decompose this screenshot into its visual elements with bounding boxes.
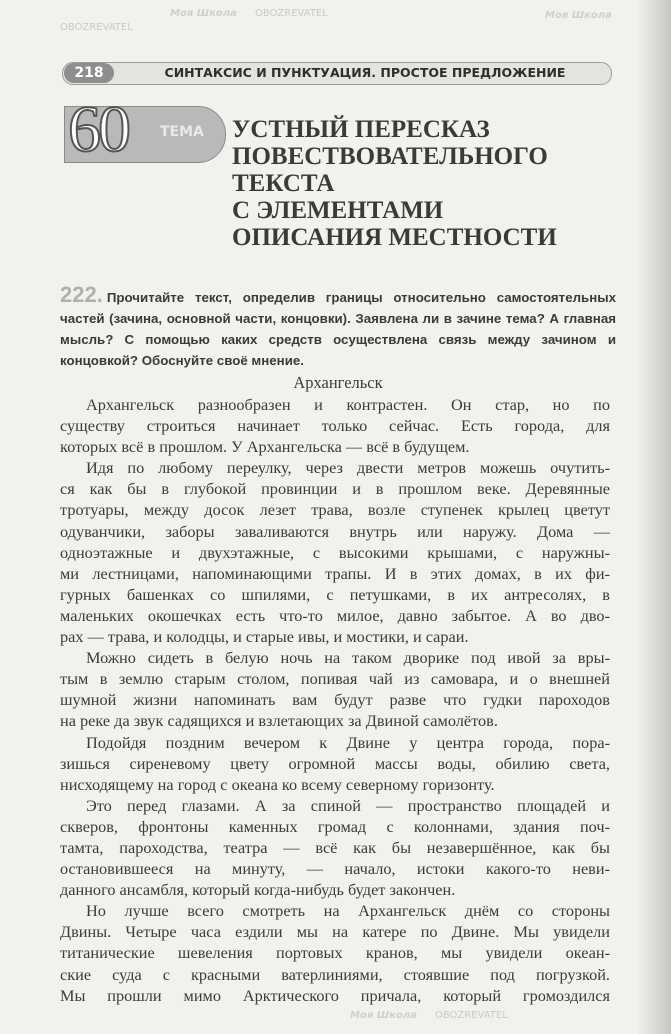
- page-number: 218: [64, 63, 114, 83]
- text-line: Двины. Четыре часа ездили мы на катере по Двине. Мы увидели: [60, 922, 610, 942]
- topic-number: 60: [68, 93, 128, 166]
- topic-label: ТЕМА: [160, 124, 204, 140]
- section-title: СИНТАКСИС И ПУНКТУАЦИЯ. ПРОСТОЕ ПРЕДЛОЖЕНИЕ: [164, 65, 566, 80]
- text-line: одуванчики, заборы заваливаются внутрь или наружу. Дома —: [60, 521, 610, 541]
- text-line: рах — трава, и колодцы, и старые ивы, и мостики, и сараи.: [60, 627, 469, 647]
- text-line: гурных башенках со шпилями, с петушками, в их антресолях, в: [60, 584, 610, 604]
- text-title: Архангельск: [293, 373, 383, 392]
- text-line: Это перед глазами. А за спиной — пространство площадей и: [86, 795, 610, 815]
- watermark-brand: OBOZREVATEL: [435, 1009, 508, 1021]
- title-line: УСТНЫЙ ПЕРЕСКАЗ: [232, 116, 490, 143]
- text-line: шумной жизни напоминать вам будут разве что гудки пароходов: [60, 690, 610, 710]
- text-line: Подойдя поздним вечером к Двине у центра города, пора-: [86, 732, 610, 752]
- text-line: Можно сидеть в белую ночь на таком дворике под ивой за вры-: [86, 648, 610, 668]
- text-line: которых всё в прошлом. У Архангельска — всё в будущем.: [60, 437, 470, 457]
- page-binding-shadow: [635, 0, 671, 1034]
- title-line: ТЕКСТА: [232, 170, 335, 197]
- title-line: ПОВЕСТВОВАТЕЛЬНОГО: [232, 143, 548, 170]
- content-flow: [60, 0, 616, 1034]
- watermark-school: Моя Школа: [350, 1009, 417, 1021]
- text-line: одноэтажные и двухэтажные, с высокими крышами, с наружны-: [60, 542, 610, 562]
- text-line: тым в землю старым столом, попивая чай из самовара, и о внешней: [60, 669, 610, 689]
- text-line: ми лестницами, напоминающими трапы. И в этих домах, в их фи-: [60, 563, 610, 583]
- exercise-number: 222.: [60, 282, 103, 307]
- text-line: маленьких окошечках есть что-то милое, давно забытое. А во дво-: [60, 605, 610, 625]
- text-line: ские суда с красными ватерлиниями, стоявшие под погрузкой.: [60, 964, 610, 984]
- title-line: ОПИСАНИЯ МЕСТНОСТИ: [232, 224, 557, 251]
- text-line: Но лучше всего смотреть на Архангельск днём со стороны: [86, 901, 610, 921]
- exercise-task-text: Прочитайте текст, определив границы относительно самостоятельных частей (зачина, основной части, концовки). Заявлена ли в зачине тема? А главная мысль? С помощью каких средств осуществлена связь между зачином и концовкой? Обоснуйте своё мнение.: [60, 290, 616, 368]
- text-line: скверов, фронтоны каменных громад с колоннами, здания поч-: [60, 816, 610, 836]
- text-line: нисходящему на город с океана ко всему северному горизонту.: [60, 774, 495, 794]
- text-line: тамта, пароходства, театра — всё как бы незавершённое, как бы: [60, 837, 610, 857]
- watermark-brand: OBOZREVATEL: [255, 8, 328, 19]
- text-line: на реке да звук садящихся и взлетающих за Двиной самолётов.: [60, 711, 498, 731]
- text-line: ся как бы в глубокой провинции и в прошлом веке. Деревянные: [60, 479, 610, 499]
- text-line: остановившееся на минуту, — начало, истоки какого-то неви-: [60, 859, 610, 879]
- text-line: тротуары, между досок лезет трава, возле ступенек крылец цветут: [60, 500, 610, 520]
- text-line: данного ансамбля, который когда-нибудь будет закончен.: [60, 880, 456, 900]
- text-line: Мы прошли мимо Арктического причала, который громоздился: [60, 985, 610, 1005]
- text-line: существу строиться начинает только сейчас. Есть города, для: [60, 416, 610, 436]
- watermark-school: Моя Школа: [545, 10, 612, 21]
- text-line: зишься сиреневому цвету огромной массы воды, обилию света,: [60, 753, 610, 773]
- text-line: Архангельск разнообразен и контрастен. Он стар, но по: [86, 395, 610, 414]
- text-line: титанические шевеления портовых кранов, мы увидели океан-: [60, 943, 610, 963]
- watermark-brand: OBOZREVATEL: [60, 22, 133, 33]
- exercise-task: [60, 284, 616, 371]
- watermark-school: Моя Школа: [170, 8, 237, 19]
- title-line: С ЭЛЕМЕНТАМИ: [232, 197, 444, 224]
- text-body: [60, 394, 610, 1006]
- watermark-row: [60, 1010, 616, 1024]
- text-line: Идя по любому переулку, через двести метров можешь очутить-: [86, 458, 610, 478]
